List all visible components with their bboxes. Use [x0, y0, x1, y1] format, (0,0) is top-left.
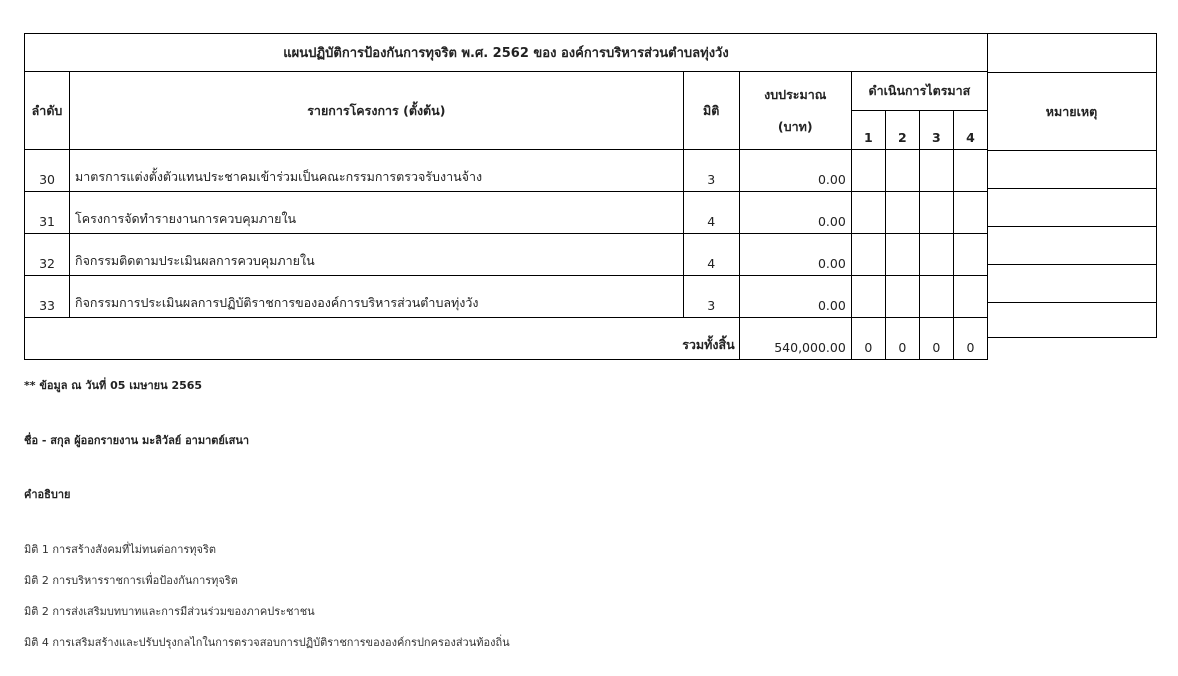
row-q3 [919, 150, 953, 192]
row-q2 [885, 276, 919, 318]
row-q2 [885, 150, 919, 192]
total-q4: 0 [953, 318, 987, 360]
anti-corruption-plan-table [24, 33, 988, 360]
total-q1: 0 [851, 318, 885, 360]
note-cell [987, 151, 1156, 189]
row-q1 [851, 276, 885, 318]
note-cell [987, 189, 1156, 227]
header-q1: 1 [851, 111, 885, 150]
note-title-strip [987, 34, 1156, 73]
row-dimension: 4 [683, 192, 739, 234]
row-no: 32 [25, 234, 70, 276]
data-date: ** ข้อมูล ณ วันที่ 05 เมษายน 2565 [24, 379, 203, 392]
reporter-name: ชื่อ - สกุล ผู้ออกรายงาน มะลิวัลย์ อามาตย์เสนา [24, 434, 250, 447]
total-row [25, 318, 988, 360]
header-project: รายการโครงการ (ตั้งต้น) [70, 72, 684, 150]
row-q4 [953, 150, 987, 192]
row-q4 [953, 234, 987, 276]
row-q3 [919, 192, 953, 234]
header-note: หมายเหตุ [987, 73, 1156, 151]
row-dimension: 4 [683, 234, 739, 276]
legend-item: มิติ 4 การเสริมสร้างและปรับปรุงกลไกในการตรวจสอบการปฏิบัติราชการขององค์กรปกครองส่วนท้องถิ่น [24, 636, 510, 649]
row-dimension: 3 [683, 276, 739, 318]
header-q4: 4 [953, 111, 987, 150]
total-budget: 540,000.00 [739, 318, 851, 360]
header-budget-label: งบประมาณ [764, 86, 827, 102]
row-project-name: กิจกรรมการประเมินผลการปฏิบัติราชการขององค์การบริหารส่วนตำบลทุ่งวัง [70, 276, 684, 318]
row-no: 31 [25, 192, 70, 234]
header-q3: 3 [919, 111, 953, 150]
row-budget: 0.00 [739, 192, 851, 234]
header-budget-unit: (บาท) [777, 118, 813, 134]
legend-item: มิติ 1 การสร้างสังคมที่ไม่ทนต่อการทุจริต [24, 543, 217, 556]
note-column [987, 33, 1157, 338]
row-q4 [953, 276, 987, 318]
header-q2: 2 [885, 111, 919, 150]
row-q2 [885, 192, 919, 234]
row-q4 [953, 192, 987, 234]
header-dimension: มิติ [683, 72, 739, 150]
row-q3 [919, 234, 953, 276]
row-budget: 0.00 [739, 234, 851, 276]
total-q2: 0 [885, 318, 919, 360]
header-no: ลำดับ [25, 72, 70, 150]
note-cell [987, 303, 1156, 340]
row-project-name: กิจกรรมติดตามประเมินผลการควบคุมภายใน [70, 234, 684, 276]
row-q3 [919, 276, 953, 318]
table-row [25, 276, 988, 318]
table-title: แผนปฏิบัติการป้องกันการทุจริต พ.ศ. 2562 ของ องค์การบริหารส่วนตำบลทุ่งวัง [25, 34, 988, 72]
row-q1 [851, 234, 885, 276]
header-quarter: ดำเนินการไตรมาส [851, 72, 987, 111]
explanation-heading: คำอธิบาย [24, 488, 71, 501]
row-q1 [851, 192, 885, 234]
row-no: 30 [25, 150, 70, 192]
row-no: 33 [25, 276, 70, 318]
row-q2 [885, 234, 919, 276]
note-cell [987, 227, 1156, 265]
row-budget: 0.00 [739, 150, 851, 192]
table-row [25, 234, 988, 276]
row-budget: 0.00 [739, 276, 851, 318]
total-q3: 0 [919, 318, 953, 360]
header-budget [739, 72, 851, 150]
row-dimension: 3 [683, 150, 739, 192]
total-label: รวมทั้งสิ้น [25, 318, 740, 360]
note-cell [987, 265, 1156, 303]
table-row [25, 192, 988, 234]
row-project-name: มาตรการแต่งตั้งตัวแทนประชาคมเข้าร่วมเป็นคณะกรรมการตรวจรับงานจ้าง [70, 150, 684, 192]
row-q1 [851, 150, 885, 192]
legend-item: มิติ 2 การบริหารราชการเพื่อป้องกันการทุจริต [24, 574, 238, 587]
table-row [25, 150, 988, 192]
legend-item: มิติ 2 การส่งเสริมบทบาทและการมีส่วนร่วมของภาคประชาชน [24, 605, 315, 618]
row-project-name: โครงการจัดทำรายงานการควบคุมภายใน [70, 192, 684, 234]
